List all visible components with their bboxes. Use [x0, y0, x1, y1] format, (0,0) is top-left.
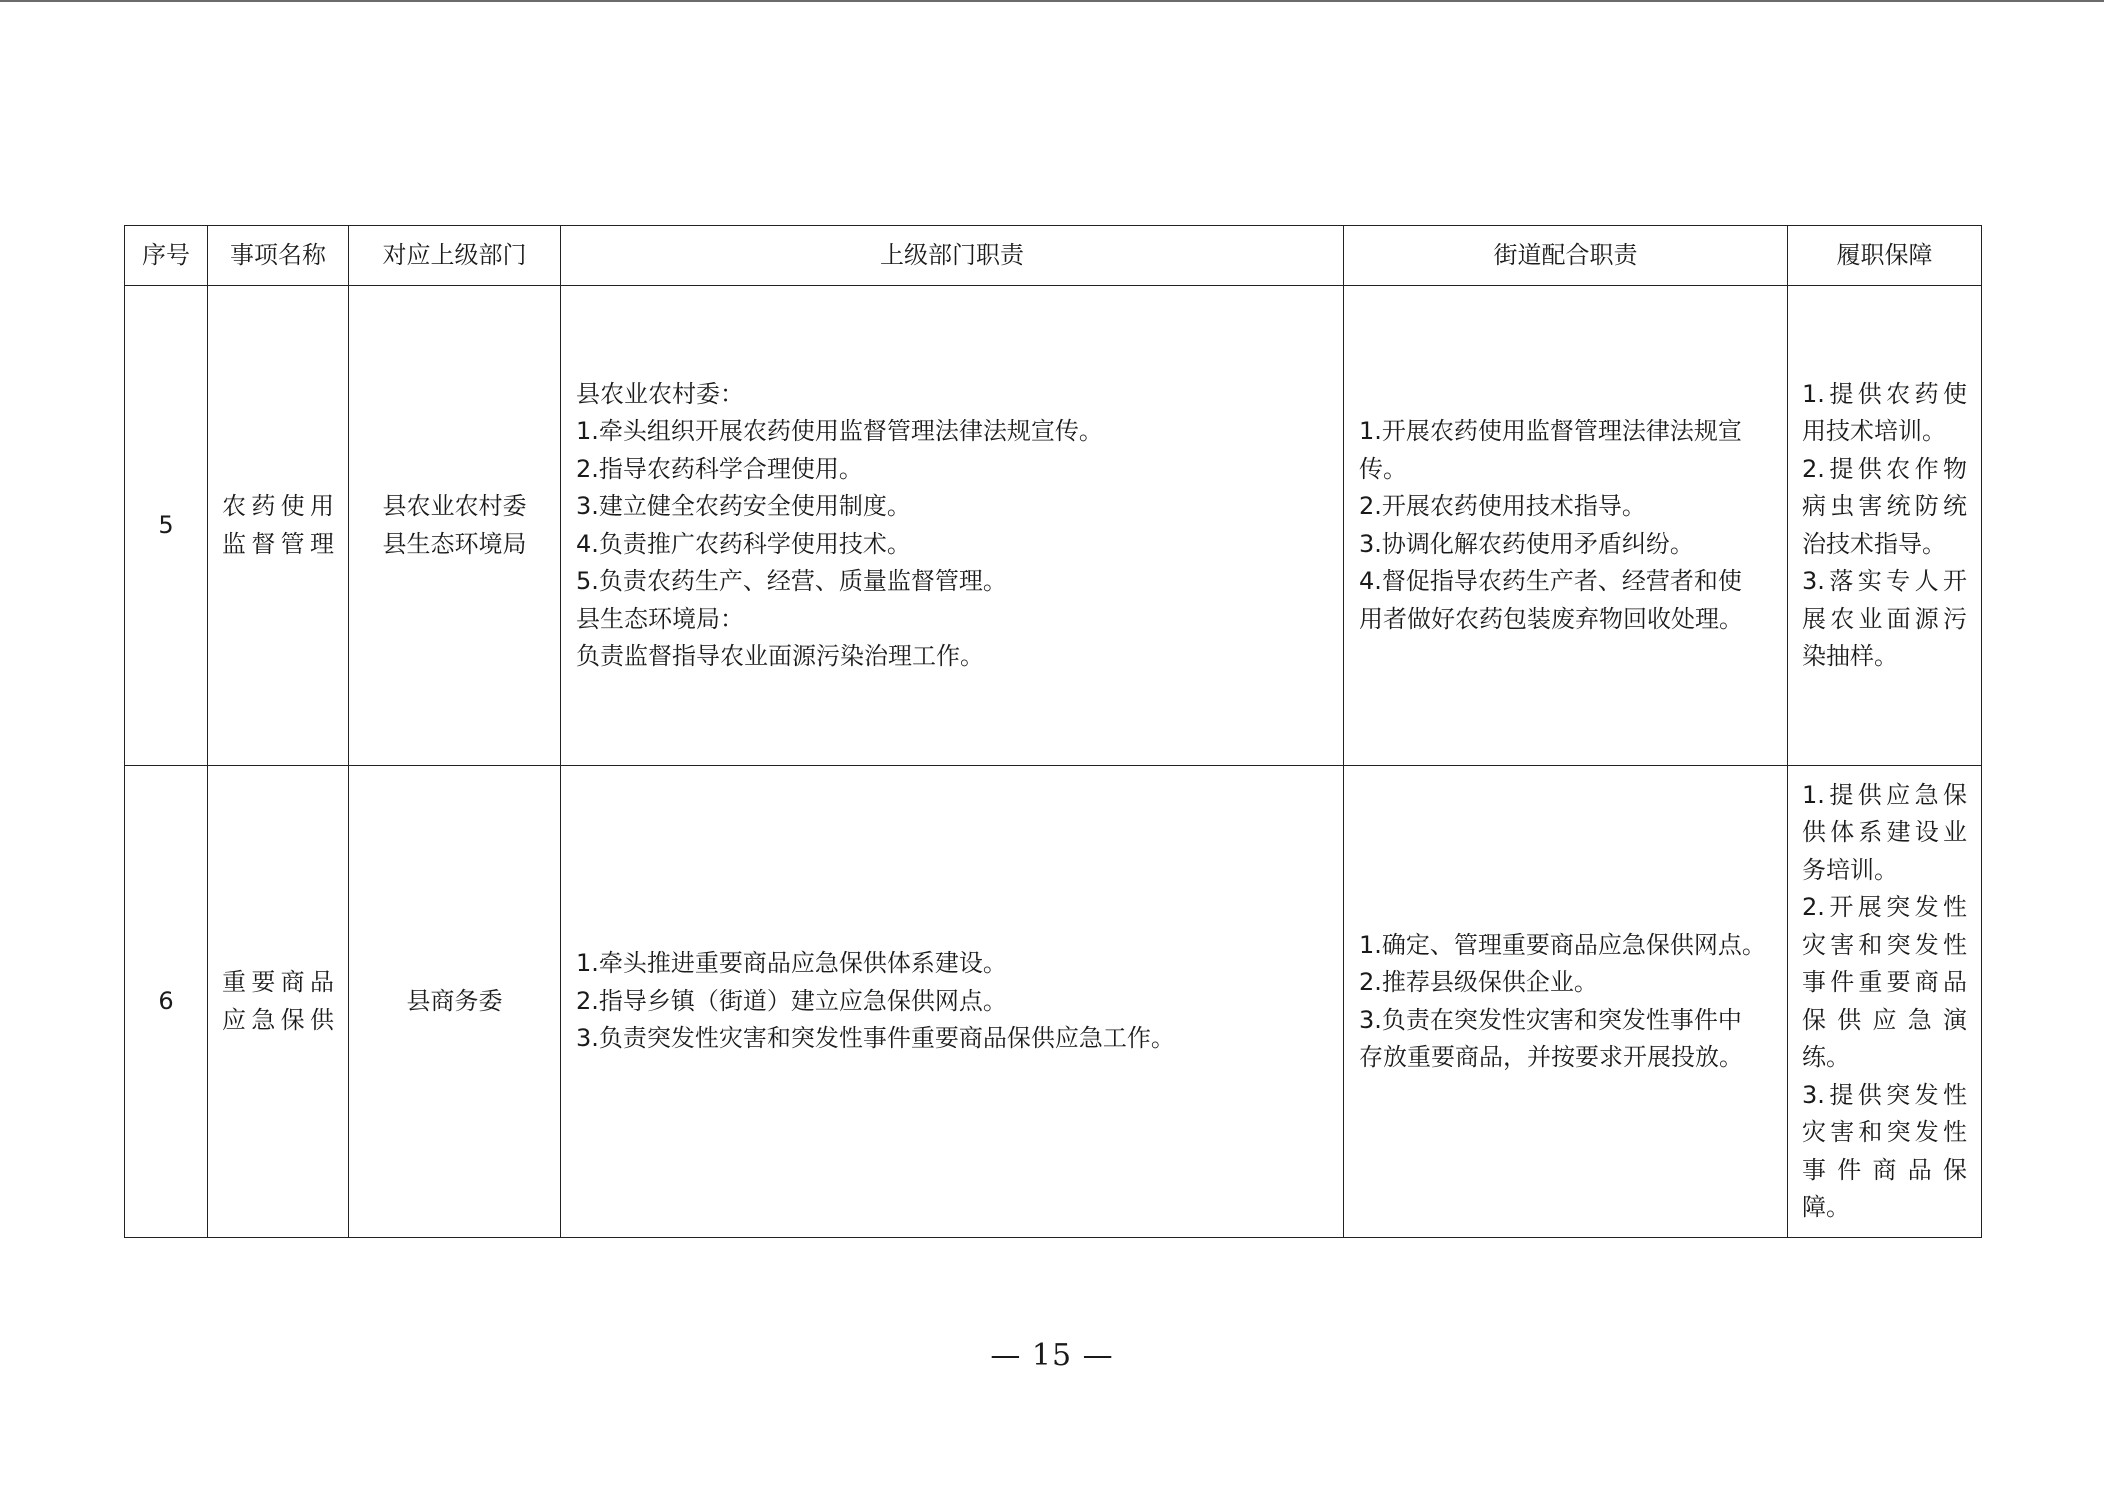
duty-line: 县生态环境局：: [576, 604, 744, 633]
item-name-cell: [208, 766, 349, 1238]
support-line: 灾害和突发性: [1802, 1118, 1967, 1146]
support-line: 2.提供农作物: [1802, 454, 1967, 483]
item-name-line: 应急保供: [222, 1005, 334, 1034]
upper-duties-cell: [561, 766, 1344, 1238]
header-row: [125, 226, 1982, 286]
duty-line: 存放重要商品，并按要求开展投放。: [1359, 1043, 1743, 1071]
header-serial: 序号: [125, 226, 208, 286]
support-cell: [1788, 286, 1982, 766]
department-name: 县生态环境局: [382, 529, 527, 558]
item-name-line: 农药使用: [222, 492, 334, 520]
support-line: 病虫害统防统: [1802, 492, 1967, 520]
support-line: 2.开展突发性: [1802, 893, 1967, 921]
department-name: 县商务委: [406, 986, 503, 1015]
item-name-cell: [208, 286, 349, 766]
duty-line: 用者做好农药包装废弃物回收处理。: [1359, 604, 1743, 633]
header-item-name: 事项名称: [208, 226, 349, 286]
support-line: 灾害和突发性: [1802, 930, 1967, 959]
duty-line: 负责监督指导农业面源污染治理工作。: [576, 642, 984, 670]
department-cell: [349, 766, 561, 1238]
support-line: 3.提供突发性: [1802, 1080, 1967, 1109]
duty-line: 5.负责农药生产、经营、质量监督管理。: [576, 567, 1007, 595]
support-line: 1.提供农药使: [1802, 379, 1967, 408]
support-line: 事件商品保: [1802, 1155, 1967, 1184]
support-line: 练。: [1802, 1043, 1850, 1071]
row-number: 6: [125, 766, 208, 1238]
department-cell: [349, 286, 561, 766]
table-body: [125, 286, 1982, 1238]
duty-line: 2.开展农药使用技术指导。: [1359, 492, 1646, 520]
support-line: 障。: [1802, 1193, 1850, 1221]
support-line: 用技术培训。: [1802, 417, 1946, 445]
support-cell: [1788, 766, 1982, 1238]
support-line: 染抽样。: [1802, 642, 1898, 670]
duty-line: 4.负责推广农药科学使用技术。: [576, 529, 911, 558]
table-row: [125, 286, 1982, 766]
duty-line: 2.推荐县级保供企业。: [1359, 968, 1598, 996]
header-upper-duties: 上级部门职责: [561, 226, 1344, 286]
support-line: 保供应急演: [1802, 1005, 1967, 1034]
table-row: [125, 766, 1982, 1238]
duty-line: 3.建立健全农药安全使用制度。: [576, 492, 911, 520]
street-duties-cell: [1344, 766, 1788, 1238]
header-department: 对应上级部门: [349, 226, 561, 286]
header-street-duties: 街道配合职责: [1344, 226, 1788, 286]
duty-line: 3.负责在突发性灾害和突发性事件中: [1359, 1005, 1742, 1034]
support-line: 治技术指导。: [1802, 529, 1946, 558]
street-duties-cell: [1344, 286, 1788, 766]
duty-line: 3.负责突发性灾害和突发性事件重要商品保供应急工作。: [576, 1024, 1175, 1053]
support-line: 务培训。: [1802, 855, 1898, 884]
department-name: 县农业农村委: [382, 492, 527, 520]
duty-line: 2.指导乡镇（街道）建立应急保供网点。: [576, 986, 1007, 1015]
item-name-line: 重要商品: [222, 968, 334, 996]
top-border-line: [0, 0, 2104, 2]
upper-duties-cell: [561, 286, 1344, 766]
row-number: 5: [125, 286, 208, 766]
duty-table: [124, 225, 1982, 1238]
duty-line: 1.开展农药使用监督管理法律法规宣: [1359, 417, 1742, 445]
duty-line: 传。: [1359, 454, 1407, 483]
duty-line: 3.协调化解农药使用矛盾纠纷。: [1359, 529, 1694, 558]
item-name-line: 监督管理: [222, 529, 334, 558]
support-line: 3.落实专人开: [1802, 567, 1967, 595]
duty-line: 1.确定、管理重要商品应急保供网点。: [1359, 930, 1766, 959]
support-line: 供体系建设业: [1802, 818, 1967, 846]
support-line: 事件重要商品: [1802, 968, 1967, 996]
page-number: — 15 —: [990, 1338, 1114, 1373]
duty-line: 1.牵头推进重要商品应急保供体系建设。: [576, 949, 1007, 978]
duty-line: 4.督促指导农药生产者、经营者和使: [1359, 567, 1742, 595]
duty-line: 1.牵头组织开展农药使用监督管理法律法规宣传。: [576, 417, 1103, 445]
duty-line: 县农业农村委：: [576, 379, 744, 408]
table-header: [125, 226, 1982, 286]
support-line: 展农业面源污: [1802, 604, 1967, 633]
duty-line: 2.指导农药科学合理使用。: [576, 454, 863, 483]
support-line: 1.提供应急保: [1802, 780, 1967, 809]
header-support: 履职保障: [1788, 226, 1982, 286]
